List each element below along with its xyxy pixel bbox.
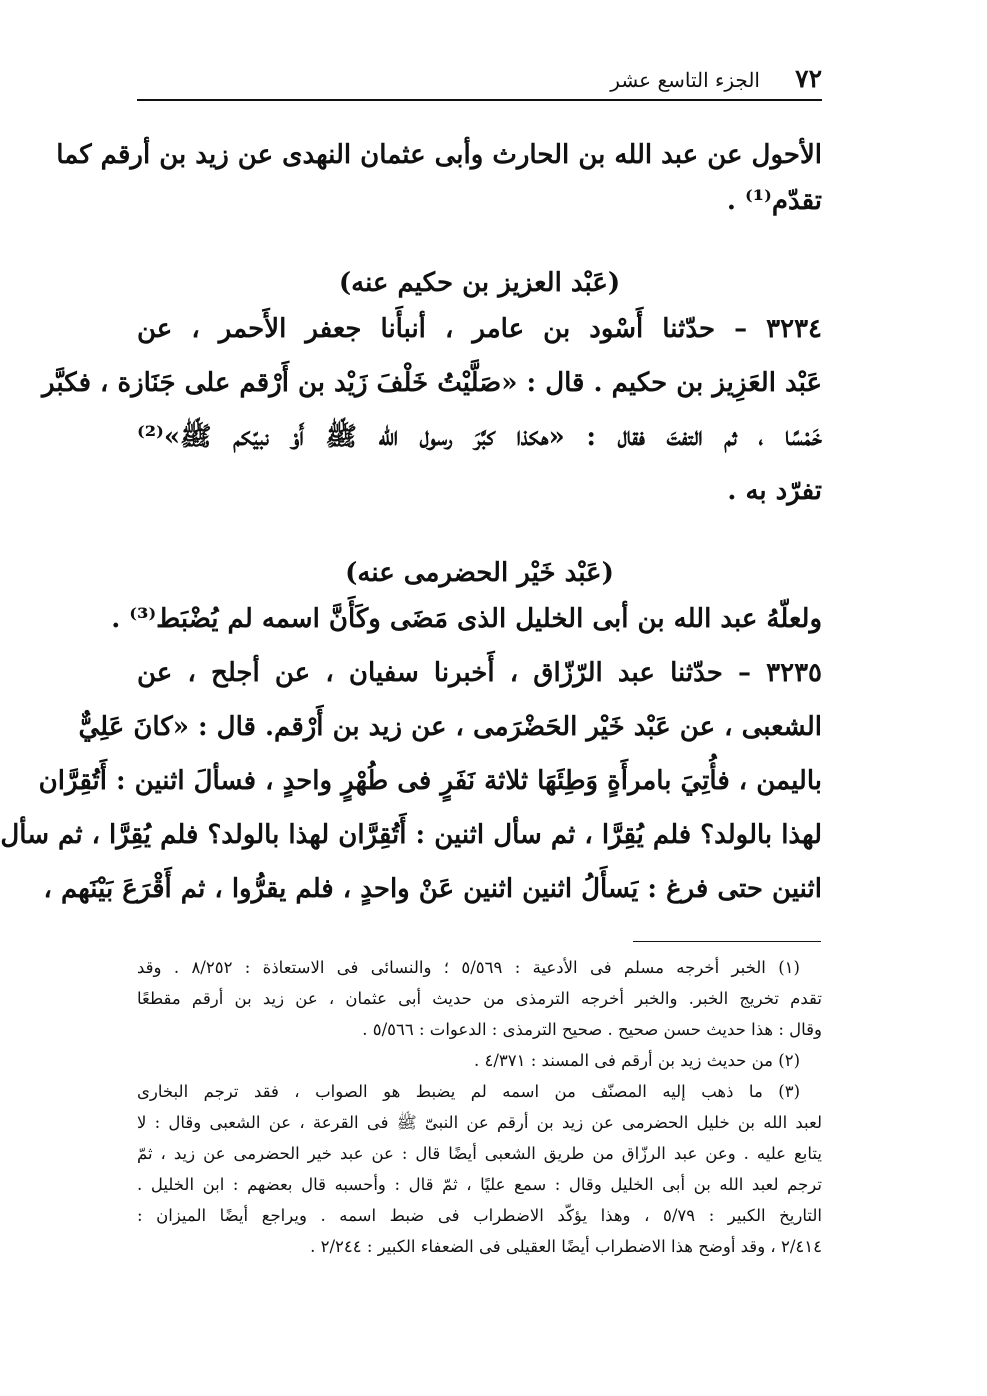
running-title: الجزء التاسع عشر [610,68,760,92]
hadith-line: ٣٢٣٤ – حدّثنا أَسْود بن عامر ، أنبأَنا جعفر الأَحمر ، عن [137,314,822,344]
footnote-rule [633,941,821,942]
footnote-line: يتابع عليه . وعن عبد الرزّاق من طريق الشعبى أيضًا قال : عن عبد خير الحضرمى عن زيد ، ثمّ [137,1144,822,1163]
footnote-line: التاريخ الكبير : ٥/٧٩ ، وهذا يؤكّد الاضطراب فى ضبط اسمه . ويراجع أيضًا الميزان : [137,1206,822,1225]
footnote-line: (٢) من حديث زيد بن أرقم فى المسند : ٤/٣٧١ . [473,1051,800,1070]
hadith-line: لهذا بالولد؟ فلم يُقِرَّا ، ثم سأل اثنين : أَتُقِرَّان لهذا بالولد؟ فلم يُقِرَّا ، ثم سأل [0,820,822,850]
header-rule [137,99,822,101]
hadith-line: خَمْسًا ، ثم التفتَ فقال : «هكذا كبَّرَ رسول الله ﷺ أَوْ نبيّكم ﷺ»⁽²⁾ [137,422,822,452]
main-text [0,132,822,912]
hadith-line: عَبْد العَزِيز بن حكيم . قال : «صَلَّيْتُ خَلْفَ زَيْد بن أَرْقم على جَنَازة ، فكبَّر [42,368,822,398]
hadith-line: باليمن ، فأُتِيَ بامرأَةٍ وَطِئَهَا ثلاثة نَفَرٍ فى طُهْرٍ واحدٍ ، فسألَ اثنين : أَتُقِرَّان [38,766,822,796]
footnote-line: ترجم لعبد الله بن أبى الخليل وقال : سمع عليًا ، ثمّ قال : وأحسبه قال بعضهم : ابن الخليل . [137,1175,822,1194]
footnote-line: تقدم تخريج الخبر. والخبر أخرجه الترمذى من حديث أبى عثمان ، عن زيد بن أرقم مقطعًا [137,989,822,1008]
footnote-line: ٢/٤١٤ ، وقد أوضح هذا الاضطراب أيضًا العقيلى فى الضعفاء الكبير : ٢/٢٤٤ . [310,1237,822,1256]
footnote-line: (١) الخبر أخرجه مسلم فى الأدعية : ٥/٥٦٩ ؛ والنسائى فى الاستعاذة : ٨/٢٥٢ . وقد [137,958,800,977]
text-line: تقدّم⁽¹⁾ . [726,186,822,216]
hadith-line: ٣٢٣٥ – حدّثنا عبد الرّزّاق ، أَخبرنا سفيان ، عن أجلح ، عن [137,658,822,688]
text-line: ولعلّهُ عبد الله بن أبى الخليل الذى مَضَى وكَأَنَّ اسمه لم يُضْبَط⁽³⁾ . [111,604,822,634]
hadith-line: تفرّد به . [727,476,822,506]
footnote-line: (٣) ما ذهب إليه المصنّف من اسمه لم يضبط هو الصواب ، فقد ترجم البخارى [137,1082,800,1101]
hadith-line: اثنين حتى فرغ : يَسأَلُ اثنين اثنين عَنْ واحدٍ ، فلم يقرُّوا ، ثم أَقْرَعَ بَيْنَهم ، [43,874,822,904]
footnotes [137,952,822,1262]
running-header [137,58,822,98]
hadith-line: الشعبى ، عن عَبْد خَيْر الحَضْرَمى ، عن زيد بن أَرْقم. قال : «كانَ عَلِيٌّ [78,712,822,742]
section-heading: (عَبْد خَيْر الحضرمى عنه) [345,558,614,588]
text-line: الأحول عن عبد الله بن الحارث وأبى عثمان النهدى عن زيد بن أرقم كما [56,140,822,170]
section-heading: (عَبْد العزيز بن حكيم عنه) [338,268,621,298]
footnote-line: وقال : هذا حديث حسن صحيح . صحيح الترمذى : الدعوات : ٥/٥٦٦ . [362,1020,822,1039]
footnote-line: لعبد الله بن خليل الحضرمى عن زيد بن أرقم عن النبىّ ﷺ فى القرعة ، عن الشعبى وقال : لا [137,1113,822,1132]
page-number: ٧٢ [795,64,822,93]
